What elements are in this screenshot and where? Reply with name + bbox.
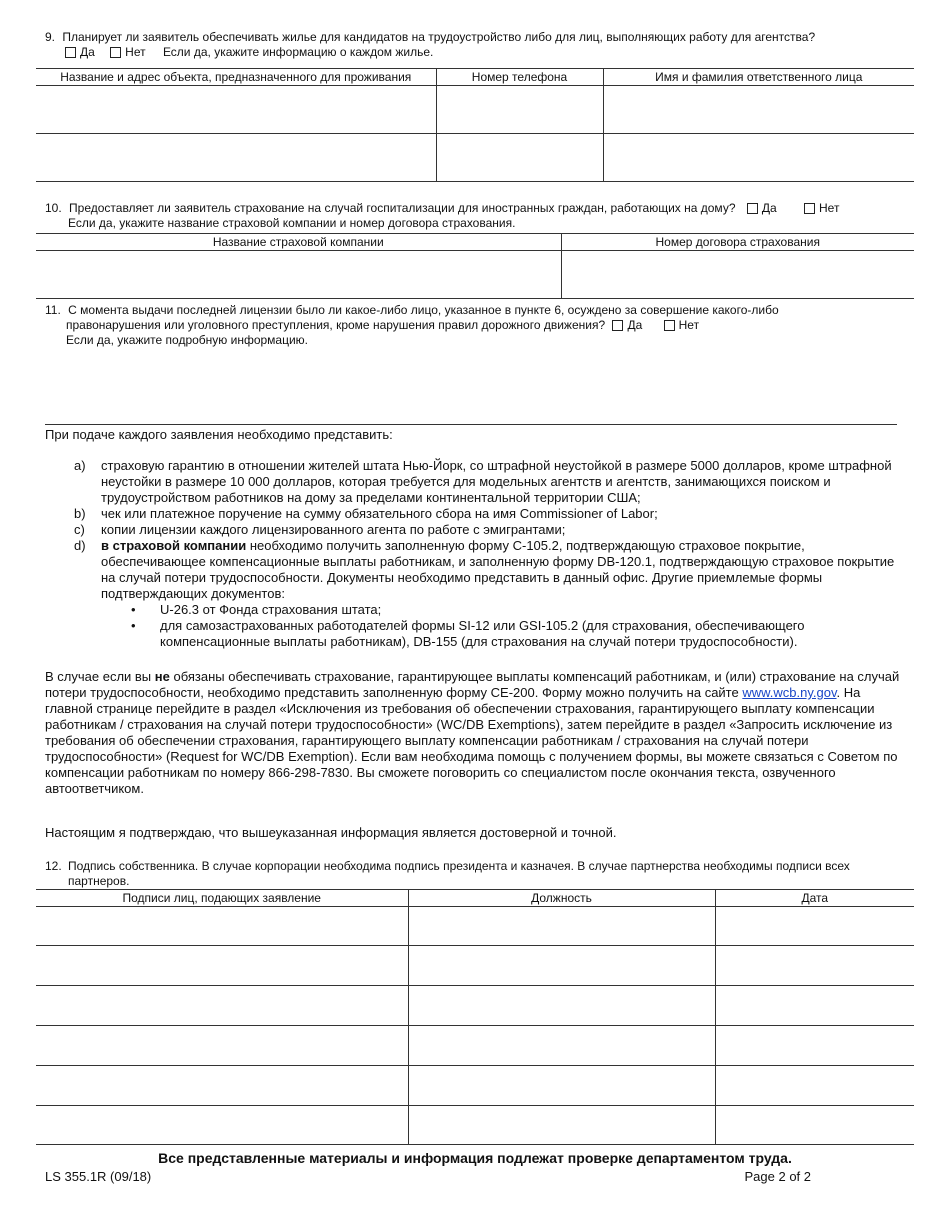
requirement-marker: d) (74, 538, 86, 553)
q10-yes-checkbox[interactable] (747, 203, 758, 214)
q11-yes-checkbox[interactable] (612, 320, 623, 331)
question-11-text-line1: С момента выдачи последней лицензии было ли какое-либо лицо, указанное в пункте 6, осуждено за совершение какого-либо (68, 303, 779, 317)
requirement-text: страховую гарантию в отношении жителей штата Нью-Йорк, со штрафной неустойкой в размере 5000 долларов, кроме штрафной неустойки в размере 10 000 долларов, которая требуется для модельных агентств и агентств, занимающихся поиском и трудоустройством работников на дому за пределами континентальной территории США; (101, 458, 892, 505)
signature-cell[interactable] (36, 946, 408, 986)
insurance-col-company: Название страховой компании (36, 234, 561, 251)
housing-cell-name-address[interactable] (36, 134, 436, 182)
insurance-col-policy-number: Номер договора страхования (561, 234, 914, 251)
requirement-text: копии лицензии каждого лицензированного агента по работе с эмигрантами; (101, 522, 566, 537)
exemption-text-3: . На главной странице перейдите в раздел «Исключения из требования об обеспечении страхования, гарантирующего выплату компенсации работникам / страхования на случай потери трудоспособности» (WC/DB Exemptions), затем перейдите в раздел «Запросить исключение из требования об обеспечении страхования, гарантирующего выплату компенсации работникам / страхования на случай потери трудоспособности» (Request for WC/DB Exemption). Если вам необходима помощь с получением формы, вы можете связаться с Советом по компенсации работникам по номеру 866-298-7830. Вы сможете поговорить со специалистом после окончания текста, озвученного автоответчиком. (45, 685, 898, 796)
signatures-table (36, 889, 914, 1145)
date-cell[interactable] (715, 986, 914, 1026)
question-10-text: Предоставляет ли заявитель страхование на случай госпитализации для иностранных граждан, работающих на дому? (69, 201, 736, 215)
question-11-number: 11. (45, 303, 61, 317)
signatures-col-signature: Подписи лиц, подающих заявление (36, 890, 408, 907)
date-cell[interactable] (715, 1066, 914, 1106)
q11-if-yes-text: Если да, укажите подробную информацию. (66, 333, 309, 347)
housing-table (36, 68, 914, 182)
question-10-number: 10. (45, 201, 62, 215)
requirement-item-a (45, 458, 910, 506)
q9-no-label: Нет (125, 45, 146, 59)
requirements-list (45, 458, 910, 650)
exemption-paragraph (45, 669, 905, 797)
requirement-text: необходимо получить заполненную форму С-105.2, подтверждающую страховое покрытие, обеспечивающее компенсационные выплаты работникам, и заполненную форму DB-120.1, подтверждающую страховое покрытие на случай потери трудоспособности. Документы необходимо представить в данный офис. Другие приемлемые формы подтверждающих документов: (101, 538, 895, 601)
q9-yes-label: Да (80, 45, 95, 59)
date-cell[interactable] (715, 1026, 914, 1066)
question-12-number: 12. (45, 859, 62, 873)
supporting-documents-list (101, 602, 910, 650)
signatures-col-title: Должность (408, 890, 715, 907)
question-12 (45, 859, 905, 889)
requirement-marker: c) (74, 522, 85, 537)
bullet-icon: • (131, 602, 136, 617)
signature-cell[interactable] (36, 1066, 408, 1106)
housing-col-name-address: Название и адрес объекта, предназначенного для проживания (36, 69, 436, 86)
bullet-icon: • (131, 618, 136, 633)
q10-no-option[interactable] (804, 201, 839, 216)
exemption-text-2: обязаны обеспечивать страхование, гарантирующее выплаты компенсаций работникам, и (или) страхование на случай потери трудоспособности, необходимо представить заполненную форму СЕ-200. Форму можно получить на сайте (45, 669, 900, 700)
q10-if-yes-text: Если да, укажите название страховой компании и номер договора страхования. (68, 216, 516, 230)
date-cell[interactable] (715, 907, 914, 946)
q11-yes-label: Да (627, 318, 643, 332)
housing-cell-phone[interactable] (436, 86, 603, 134)
requirement-bold-text: в страховой компании (101, 538, 247, 553)
title-cell[interactable] (408, 986, 715, 1026)
certification-statement: Настоящим я подтверждаю, что вышеуказанная информация является достоверной и точной. (45, 825, 617, 840)
title-cell[interactable] (408, 1106, 715, 1145)
verification-notice: Все представленные материалы и информация подлежат проверке департаментом труда. (158, 1150, 792, 1166)
requirement-marker: b) (74, 506, 86, 521)
supporting-doc-item (101, 602, 910, 618)
q11-no-label: Нет (678, 318, 700, 332)
signature-cell[interactable] (36, 1106, 408, 1145)
question-9-number: 9. (45, 30, 56, 44)
table-row (36, 907, 914, 946)
q10-no-checkbox[interactable] (804, 203, 815, 214)
q9-yes-option[interactable] (65, 45, 95, 60)
q10-yes-label: Да (761, 201, 777, 215)
title-cell[interactable] (408, 907, 715, 946)
question-9 (45, 30, 915, 60)
housing-col-responsible: Имя и фамилия ответственного лица (603, 69, 914, 86)
exemption-text-1: В случае если вы (45, 669, 155, 684)
signature-cell[interactable] (36, 1026, 408, 1066)
requirement-item-c (45, 522, 910, 538)
section-divider (45, 424, 897, 425)
q11-yes-option[interactable] (612, 318, 642, 333)
requirement-item-d (45, 538, 910, 602)
signature-cell[interactable] (36, 907, 408, 946)
date-cell[interactable] (715, 1106, 914, 1145)
page-number: Page 2 of 2 (744, 1169, 811, 1184)
q9-no-option[interactable] (110, 45, 145, 60)
question-10 (45, 201, 915, 231)
q11-no-checkbox[interactable] (664, 320, 675, 331)
requirements-intro: При подаче каждого заявления необходимо представить: (45, 427, 393, 442)
question-11 (45, 303, 915, 348)
table-row (36, 86, 914, 134)
question-12-text: Подпись собственника. В случае корпорации необходима подпись президента и казначея. В случае партнерства необходимы подписи всех партнеров. (68, 859, 850, 888)
supporting-doc-text: для самозастрахованных работодателей формы SI-12 или GSI-105.2 (для страхования, обеспечивающего компенсационные выплаты работникам), DB-155 (для страхования на случай потери трудоспособности). (160, 618, 805, 649)
table-row (36, 986, 914, 1026)
table-row (36, 251, 914, 299)
form-id: LS 355.1R (09/18) (45, 1169, 152, 1184)
housing-cell-phone[interactable] (436, 134, 603, 182)
exemption-bold-not: не (154, 669, 170, 684)
signatures-col-date: Дата (715, 890, 914, 907)
housing-cell-responsible[interactable] (603, 134, 914, 182)
question-9-text: Планирует ли заявитель обеспечивать жилье для кандидатов на трудоустройство либо для лиц, выполняющих работу для агентства? (62, 30, 816, 44)
supporting-doc-item (101, 618, 910, 650)
table-row (36, 1026, 914, 1066)
signature-cell[interactable] (36, 986, 408, 1026)
requirement-text: чек или платежное поручение на сумму обязательного сбора на имя Commissioner of Labor; (101, 506, 658, 521)
table-row (36, 1066, 914, 1106)
q9-if-yes-text: Если да, укажите информацию о каждом жилье. (162, 45, 434, 59)
q10-yes-option[interactable] (747, 201, 777, 216)
requirement-item-b (45, 506, 910, 522)
table-row (36, 946, 914, 986)
insurance-cell-policy-number[interactable] (561, 251, 914, 299)
wcb-website-link[interactable]: www.wcb.ny.gov (742, 685, 837, 700)
table-row (36, 1106, 914, 1145)
title-cell[interactable] (408, 1026, 715, 1066)
table-row (36, 134, 914, 182)
housing-cell-name-address[interactable] (36, 86, 436, 134)
title-cell[interactable] (408, 1066, 715, 1106)
insurance-table (36, 233, 914, 299)
housing-cell-responsible[interactable] (603, 86, 914, 134)
date-cell[interactable] (715, 946, 914, 986)
q9-yes-checkbox[interactable] (65, 47, 76, 58)
title-cell[interactable] (408, 946, 715, 986)
q9-no-checkbox[interactable] (110, 47, 121, 58)
requirement-marker: a) (74, 458, 86, 473)
q11-no-option[interactable] (664, 318, 699, 333)
q10-no-label: Нет (819, 201, 840, 215)
question-11-text-line2: правонарушения или уголовного преступления, кроме нарушения правил дорожного движения? (66, 318, 606, 332)
insurance-cell-company[interactable] (36, 251, 561, 299)
supporting-doc-text: U-26.3 от Фонда страхования штата; (160, 602, 382, 617)
housing-col-phone: Номер телефона (436, 69, 603, 86)
